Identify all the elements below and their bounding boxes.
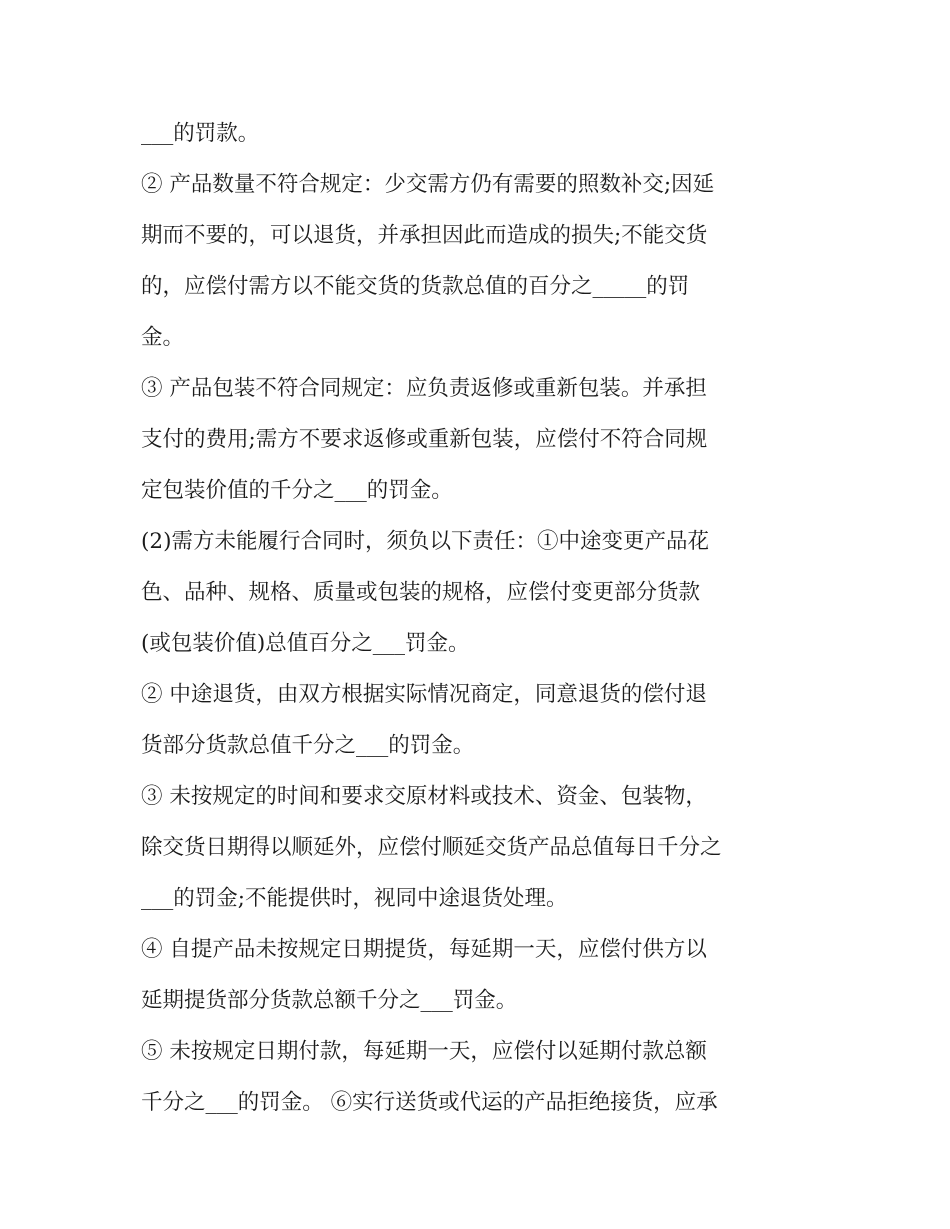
- text-line: ⑤ 未按规定日期付款，每延期一天，应偿付以延期付款总额: [141, 1039, 707, 1064]
- text-line: ② 产品数量不符合规定：少交需方仍有需要的照数补交;因延: [141, 172, 715, 197]
- text-line: ___的罚金;不能提供时，视同中途退货处理。: [141, 886, 568, 911]
- text-line: 货部分货款总值千分之___的罚金。: [141, 733, 475, 758]
- text-line: 除交货日期得以顺延外，应偿付顺延交货产品总值每日千分之: [141, 835, 722, 860]
- text-line: 金。: [141, 325, 185, 350]
- contract-text-body: [141, 108, 821, 1128]
- text-line: ___的罚款。: [141, 121, 260, 146]
- text-line: 定包装价值的千分之___的罚金。: [141, 478, 453, 503]
- text-line: 期而不要的，可以退货，并承担因此而造成的损失;不能交货: [141, 223, 708, 248]
- text-line: ② 中途退货，由双方根据实际情况商定，同意退货的偿付退: [141, 682, 707, 707]
- text-line: 支付的费用;需方不要求返修或重新包装，应偿付不符合同规: [141, 427, 708, 452]
- text-line: ③ 产品包装不符合同规定：应负责返修或重新包装。并承担: [141, 376, 707, 401]
- text-line: 延期提货部分货款总额千分之___罚金。: [141, 988, 518, 1013]
- text-line: (或包装价值)总值百分之___罚金。: [141, 631, 470, 656]
- text-line: 千分之___的罚金。 ⑥实行送货或代运的产品拒绝接货，应承: [141, 1090, 718, 1115]
- text-line: (2)需方未能履行合同时，须负以下责任：①中途变更产品花: [141, 529, 709, 554]
- text-line: ④ 自提产品未按规定日期提货，每延期一天，应偿付供方以: [141, 937, 707, 962]
- text-line: ③ 未按规定的时间和要求交原材料或技术、资金、包装物，: [141, 784, 707, 809]
- text-line: 的，应偿付需方以不能交货的货款总值的百分之_____的罚: [141, 274, 690, 299]
- text-line: 色、品种、规格、质量或包装的规格，应偿付变更部分货款: [141, 580, 701, 605]
